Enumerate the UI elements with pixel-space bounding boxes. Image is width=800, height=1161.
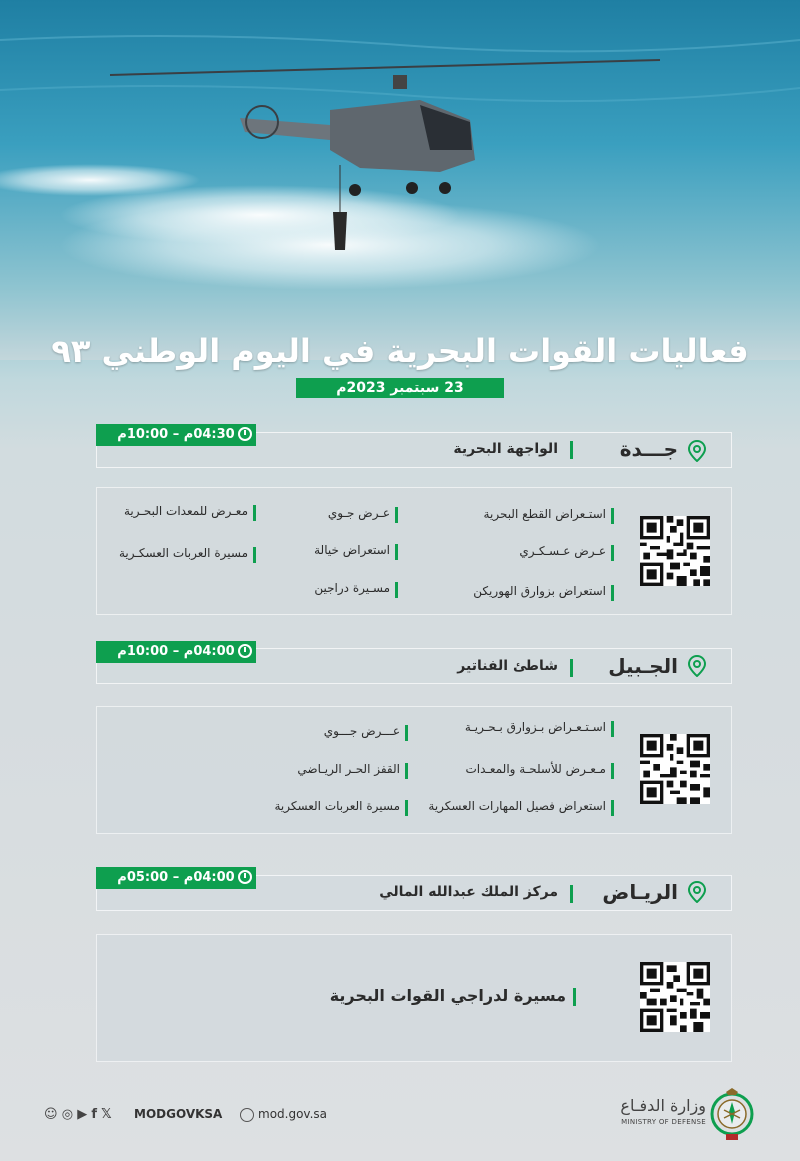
location-pin-icon [688,655,706,677]
separator [570,441,573,459]
jubail-time-badge [96,641,256,663]
ministry-name-en: MINISTRY OF DEFENSE [621,1118,706,1126]
jubail-venue: شاطئ الفناتير [457,658,558,674]
globe-icon [240,1108,254,1122]
jubail-panel [96,706,732,834]
activity-item: معـرض للمعدات البحـرية [123,504,248,518]
event-date: 23 سبتمبر 2023م [296,378,504,398]
jeddah-time-badge [96,424,256,446]
location-pin-icon [688,881,706,903]
activity-item: القفز الحـر الريـاضي [297,762,400,776]
jeddah-city: جـــدة [619,437,678,461]
facebook-icon[interactable]: f [91,1107,97,1122]
riyadh-city: الريـاض [602,880,678,904]
activity-item: عـرض جـوي [327,506,390,520]
riyadh-time-badge [96,867,256,889]
activity-item: اسـتـعـراض بـزوارق بـحـريـة [464,720,606,734]
snapchat-icon[interactable]: ☺ [44,1107,58,1122]
qr-code-icon[interactable] [640,962,710,1032]
separator [570,659,573,677]
activity-item: عـرض عـسـكـري [519,544,606,558]
jeddah-venue: الواجهة البحرية [453,441,558,457]
ministry-emblem-icon [708,1088,756,1142]
clock-icon [238,644,252,658]
x-icon[interactable]: 𝕏 [101,1107,112,1122]
activity-item: استعراض فصيل المهارات العسكرية [428,799,606,813]
activity-item: مسيرة لدراجي القوات البحرية [329,986,566,1005]
separator [570,885,573,903]
instagram-icon[interactable]: ◎ [61,1107,74,1122]
jubail-city: الجـبيل [608,654,678,678]
ministry-name-ar: وزارة الدفـاع [620,1096,706,1115]
activity-item: مـعـرض للأسلحـة والمعـدات [465,762,606,776]
activity-item: مسيرة العربات العسكـرية [118,546,248,560]
qr-code-icon[interactable] [640,734,710,804]
footer [0,1080,800,1161]
activity-item: استـعراض القطع البحرية [483,507,606,521]
social-handle[interactable]: MODGOVKSA [134,1107,223,1121]
activity-item: مسيرة العربات العسكرية [274,799,400,813]
jeddah-time: 04:30م – 10:00م [117,427,235,442]
location-pin-icon [688,440,706,462]
youtube-icon[interactable]: ▶ [77,1107,88,1122]
activity-item: عـــرض جـــوي [323,724,400,738]
social-icons [44,1107,112,1122]
jubail-time: 04:00م – 10:00م [117,644,235,659]
activity-item: استعراض بزوارق الهوريكن [473,584,606,598]
clock-icon [238,427,252,441]
activity-item: استعراض خيالة [314,543,390,557]
activity-item: مسـيرة دراجين [314,581,390,595]
clock-icon [238,870,252,884]
riyadh-time: 04:00م – 05:00م [117,870,235,885]
hero-image [0,0,800,360]
page-title: فعاليات القوات البحرية في اليوم الوطني ٩٣ [51,332,749,370]
website-link[interactable]: mod.gov.sa [258,1107,328,1121]
qr-code-icon[interactable] [640,516,710,586]
riyadh-venue: مركز الملك عبدالله المالي [379,884,558,900]
